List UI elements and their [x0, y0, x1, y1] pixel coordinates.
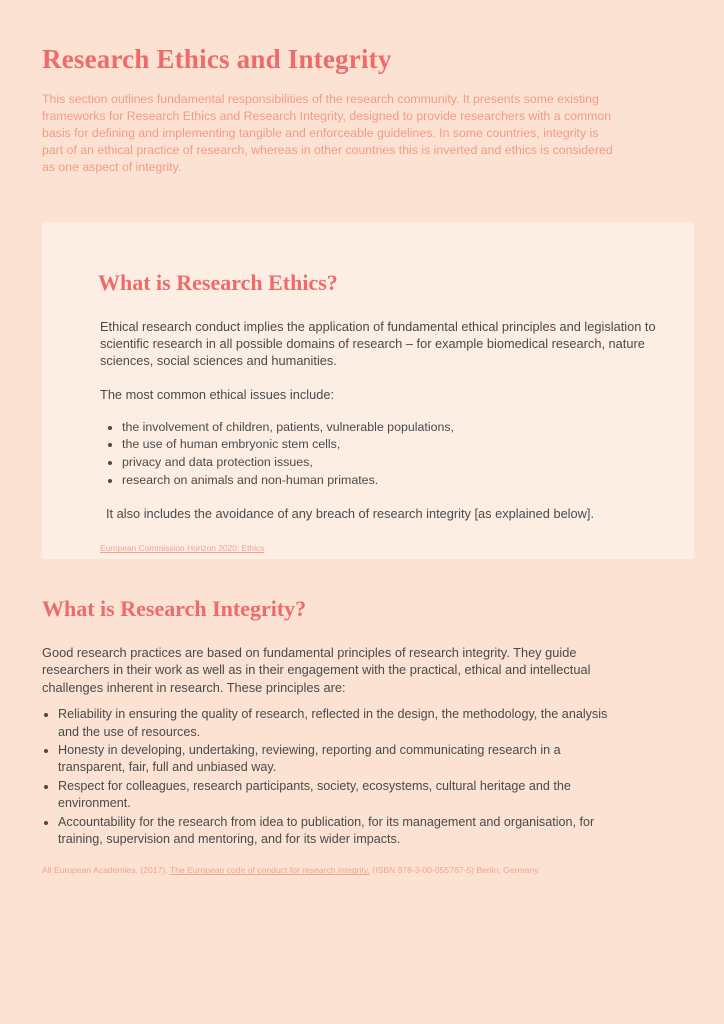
list-item: • Honesty in developing, undertaking, reviewing, reporting and communicating research in a transparent, fair, full and unbiased way.: [58, 742, 618, 777]
list-item: • the involvement of children, patients, vulnerable populations,: [122, 419, 660, 437]
research-ethics-card: [42, 222, 694, 559]
list-item: • privacy and data protection issues,: [122, 454, 660, 472]
research-integrity-section: [42, 596, 682, 876]
ethics-closing-paragraph: It also includes the avoidance of any breach of research integrity [as explained below].: [106, 506, 594, 522]
page-title: Research Ethics and Integrity: [42, 44, 392, 74]
list-item: • research on animals and non-human primates.: [122, 472, 660, 490]
ethics-source-wrapper: [100, 538, 660, 556]
list-item: • the use of human embryonic stem cells,: [122, 436, 660, 454]
ethics-paragraph-1: Ethical research conduct implies the application of fundamental ethical principles and legislation to scientific research in all possible domains of research – for example biomedical research, nature sciences, social sciences and humanities.: [100, 319, 656, 369]
integrity-reference: [42, 864, 682, 876]
ethics-paragraph-2: The most common ethical issues include:: [100, 386, 334, 402]
list-item: • Respect for colleagues, research participants, society, ecosystems, cultural heritage and the environment.: [58, 778, 618, 813]
reference-link[interactable]: The European code of conduct for research integrity.: [169, 865, 370, 876]
ethics-source-link[interactable]: European Commission Horizon 2020: Ethics: [100, 543, 265, 554]
list-item: • Reliability in ensuring the quality of research, reflected in the design, the methodology, the analysis and the use of resources.: [58, 706, 618, 741]
integrity-lead-paragraph: Good research practices are based on fundamental principles of research integrity. They guide researchers in their work as well as in their engagement with the practical, ethical and intellectual challenges inherent in research. These principles are:: [42, 645, 591, 695]
intro-paragraph: This section outlines fundamental responsibilities of the research community. It presents some existing frameworks for Research Ethics and Research Integrity, designed to provide researchers with a common basis for defining and implementing tangible and enforceable guidelines. In some countries, integrity is part of an ethical practice of research, whereas in other countries this is inverted and ethics is considered as one aspect of integrity.: [42, 92, 613, 175]
ethics-bullet-list: [100, 419, 660, 489]
research-ethics-content: [100, 318, 660, 556]
integrity-bullet-list: [42, 706, 682, 848]
research-integrity-heading: What is Research Integrity?: [42, 596, 307, 621]
reference-prefix: All European Academies. (2017).: [42, 865, 168, 876]
reference-suffix: (ISBN 978-3-00-055767-5) Berlin, Germany.: [372, 865, 541, 876]
research-ethics-heading: What is Research Ethics?: [98, 270, 338, 295]
list-item: • Accountability for the research from idea to publication, for its management and organisation, for training, supervision and mentoring, and for its wider impacts.: [58, 814, 618, 849]
